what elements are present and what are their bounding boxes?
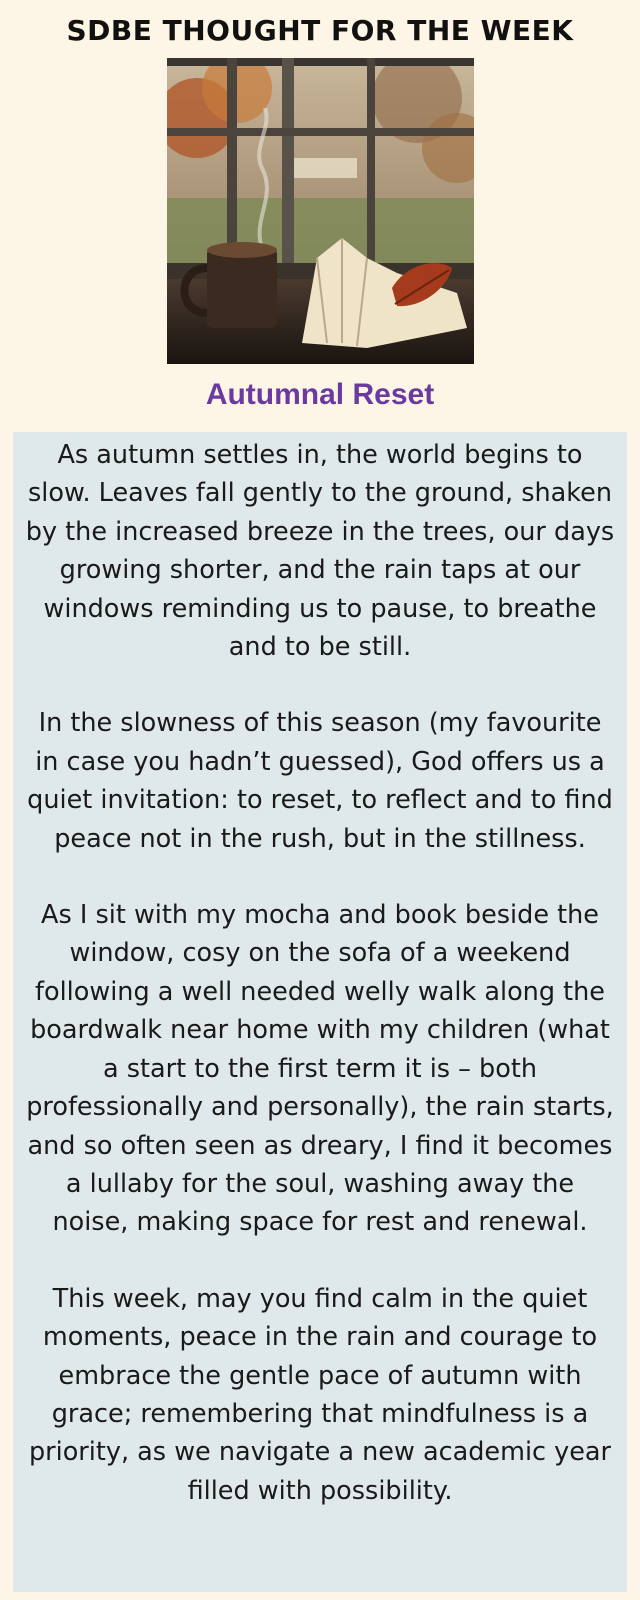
paragraph-1: As autumn settles in, the world begins to slow. Leaves fall gently to the ground, shaken by the increased breeze in the trees, our days growing shorter, and the rain taps at our windows reminding us to pause, to breathe and to be still. [25,440,615,663]
thought-text-box [13,432,627,1592]
article-title: Autumnal Reset [205,378,435,411]
paragraph-3: As I sit with my mocha and book beside the window, cosy on the sofa of a weekend following a well needed welly walk along the boardwalk near home with my children (what a start to the first term it is – both professionally and personally), the rain starts, and so often seen as dreary, I find it becomes a lullaby for the soul, washing away the noise, making space for rest and renewal. [26,900,614,1238]
page-header: SDBE THOUGHT FOR THE WEEK [66,14,574,47]
autumn-window-mug-book-photo [167,58,474,364]
paragraph-4: This week, may you find calm in the quiet moments, peace in the rain and courage to embrace the gentle pace of autumn with grace; remembering that mindfulness is a priority, as we navigate a new academic year filled with possibility. [28,1283,612,1506]
paragraph-2: In the slowness of this season (my favourite in case you hadn’t guessed), God offers us a quiet invitation: to reset, to reflect and to find peace not in the rush, but in the stillness. [27,708,613,854]
